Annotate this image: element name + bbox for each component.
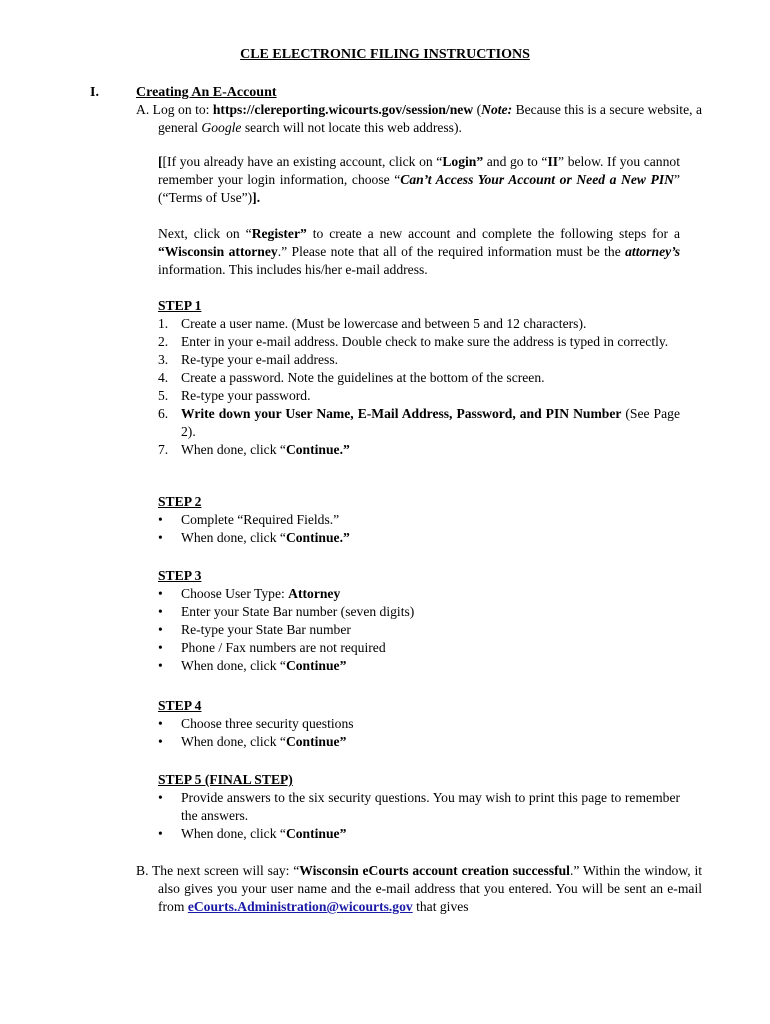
list-item: 1. Create a user name. (Must be lowercase and between 5 and 12 characters). [158,316,587,331]
item-a-paragraph: A. Log on to: https://clereporting.wicourts.gov/session/new (Note: Because this is a secure website, a general Google search will not locate this web address). [136,102,702,135]
bullet-icon: • [158,604,163,619]
list-item: • When done, click “Continue” [158,826,347,841]
existing-account-paragraph: [[If you already have an existing account, click on “Login” and go to “II” below. If you cannot remember your login information, choose “Can’t Access Your Account or Need a New PIN” (“Terms of Use”)]. [158,154,680,205]
bullet-icon: • [158,826,163,841]
list-item: 5. Re-type your password. [158,388,311,403]
step-1 [158,297,680,459]
step-3-heading: STEP 3 [158,568,202,583]
list-item: • When done, click “Continue.” [158,530,350,545]
list-item: • Choose three security questions [158,716,354,731]
step-1-heading: STEP 1 [158,298,202,313]
list-item: 7. When done, click “Continue.” [158,442,350,457]
section-title: Creating An E-Account [136,85,277,100]
list-item: • Phone / Fax numbers are not required [158,640,386,655]
list-item: • When done, click “Continue” [158,734,347,749]
bullet-icon: • [158,790,163,805]
bullet-icon: • [158,640,163,655]
section-number: I. [90,85,99,100]
document-title: CLE ELECTRONIC FILING INSTRUCTIONS [240,47,530,62]
list-item: • Complete “Required Fields.” [158,512,340,527]
list-item: • When done, click “Continue” [158,658,347,673]
bullet-icon: • [158,586,163,601]
login-url[interactable]: https://clereporting.wicourts.gov/session/new [212,102,474,117]
bullet-icon: • [158,622,163,637]
list-item: • Enter your State Bar number (seven digits) [158,604,415,619]
register-paragraph: Next, click on “Register” to create a new account and complete the following steps for a “Wisconsin attorney.” Please note that all of the required information must be the attorney’s information. This includes his/her e-mail address. [158,226,680,277]
step-5-heading: STEP 5 (FINAL STEP) [158,772,293,787]
bullet-icon: • [158,512,163,527]
list-item: • Re-type your State Bar number [158,622,351,637]
step-2-heading: STEP 2 [158,494,202,509]
step-2 [158,493,680,547]
step-3 [158,567,680,675]
list-item: 2. Enter in your e-mail address. Double check to make sure the address is typed in correctly. [158,334,669,349]
step-4 [158,697,680,751]
item-b-paragraph: B. The next screen will say: “Wisconsin eCourts account creation successful.” Within the window, it also gives you your user name and the e-mail address that you entered. You will be sent an e-mail from eCourts.Administration@wicourts.gov that gives [136,863,702,914]
list-item: • Choose User Type: Attorney [158,586,341,601]
list-item: • Provide answers to the six security questions. You may wish to print this page to remember the answers. [158,790,680,823]
step-4-heading: STEP 4 [158,698,202,713]
list-item: 6. Write down your User Name, E-Mail Address, Password, and PIN Number (See Page 2). [158,406,680,439]
bullet-icon: • [158,734,163,749]
bullet-icon: • [158,716,163,731]
bullet-icon: • [158,658,163,673]
list-item: 4. Create a password. Note the guidelines at the bottom of the screen. [158,370,545,385]
bullet-icon: • [158,530,163,545]
list-item: 3. Re-type your e-mail address. [158,352,339,367]
admin-email-link[interactable]: eCourts.Administration@wicourts.gov [187,899,413,914]
step-5 [158,771,680,843]
